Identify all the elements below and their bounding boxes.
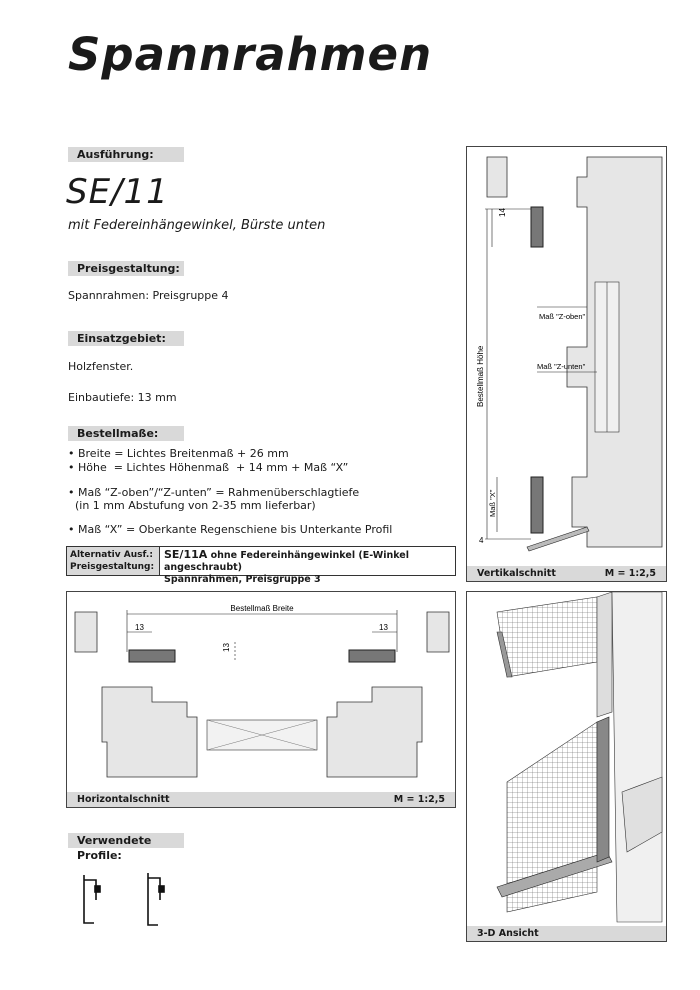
horizontal-caption: Horizontalschnitt [77,794,170,805]
section-usage-label: Einsatzgebiet: [68,331,184,346]
horizontal-dim-left: 13 [135,623,144,632]
section-pricing-label: Preisgestaltung: [68,261,184,276]
section-order-label: Bestellmaße: [68,426,184,441]
vertical-section-svg [467,147,667,568]
alt-model-desc: ohne Federeinhängewinkel (E-Winkel angeschraubt) [164,550,409,573]
alt-model: SE/11A [164,548,208,561]
horizontal-section-drawing [66,591,456,808]
model-name: SE/11 [66,172,169,212]
vertical-z-unten: Maß "Z-unten" [537,362,586,371]
profile-1-icon [84,875,96,923]
order-bullet-3b: (in 1 mm Abstufung von 2-35 mm lieferbar) [68,499,316,512]
view-3d-caption: 3-D Ansicht [477,928,539,939]
view-3d-svg [467,592,667,928]
section-profiles-label: Verwendete Profile: [68,833,184,848]
profile-1-detail-icon [95,886,100,892]
alt-label-1: Alternativ Ausf.: [70,550,153,560]
vertical-dim-top: 14 [498,208,507,217]
horizontal-dim-mid: 13 [222,643,231,652]
profile-2-icon [148,873,160,925]
vertical-scale: M = 1:2,5 [604,568,656,579]
order-bullet-3: • Maß “Z-oben”/“Z-unten” = Rahmenüberschlagtiefe [68,486,360,499]
vertical-dim-bottom: 4 [479,536,484,545]
horizontal-dim-right: 13 [379,623,388,632]
profile-icons [78,870,178,928]
view-3d-caption-bar [467,926,666,941]
alternative-box [66,546,456,585]
order-bullet-4: • Maß “X” = Oberkante Regenschiene bis Unterkante Profil [68,523,393,536]
vertical-x-label: Maß "X" [488,489,497,517]
vertical-caption: Vertikalschnitt [477,568,556,579]
horizontal-scale: M = 1:2,5 [393,794,445,805]
usage-line-1: Holzfenster. [68,360,134,373]
vertical-z-oben: Maß "Z-oben" [539,312,586,321]
usage-line-2: Einbautiefe: 13 mm [68,391,177,404]
vertical-caption-bar [467,566,666,581]
profile-2-detail-icon [159,886,164,892]
horizontal-caption-bar [67,792,455,807]
order-bullet-1: • Breite = Lichtes Breitenmaß + 26 mm [68,447,289,460]
vertical-section-drawing [466,146,667,582]
horizontal-section-svg [67,592,456,794]
order-bullet-2: • Höhe = Lichtes Höhenmaß + 14 mm + Maß “X” [68,461,349,474]
model-description: mit Federeinhängewinkel, Bürste unten [68,218,326,233]
alt-pricing: Spannrahmen, Preisgruppe 3 [164,574,321,585]
pricing-text: Spannrahmen: Preisgruppe 4 [68,289,229,302]
alt-label-2: Preisgestaltung: [70,562,155,572]
horizontal-width-label: Bestellmaß Breite [230,604,294,613]
section-execution-label: Ausführung: [68,147,184,162]
view-3d-drawing [466,591,667,942]
page-title: Spannrahmen [68,28,433,81]
vertical-height-label: Bestellmaß Höhe [476,345,485,407]
